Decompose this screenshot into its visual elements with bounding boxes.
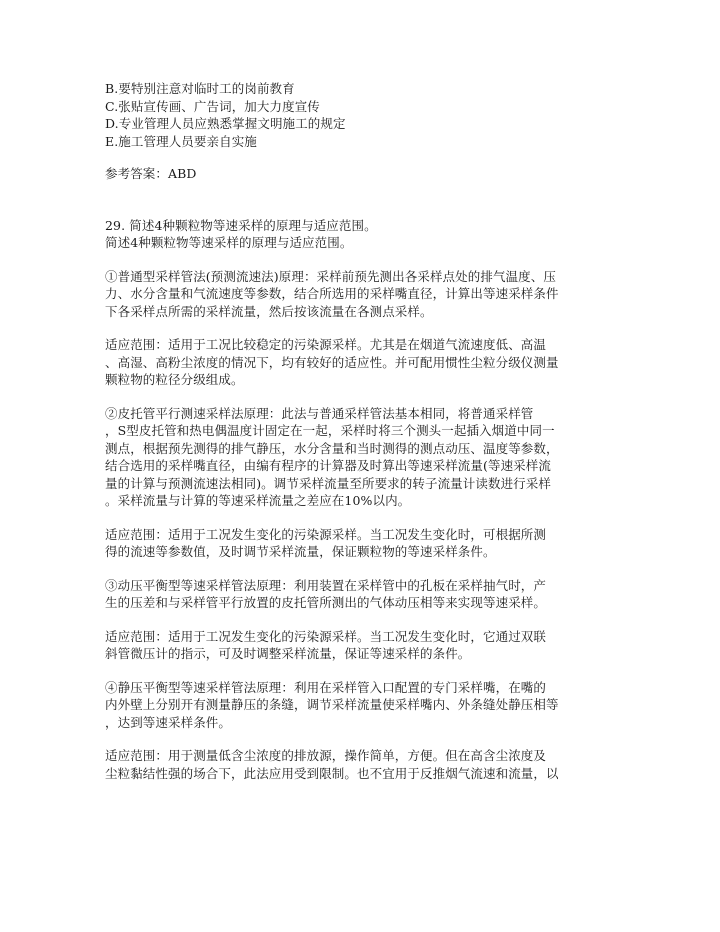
document-page: [105, 80, 620, 782]
paragraph-line: 、高湿、高粉尘浓度的情况下，均有较好的适应性。并可配用惯性尘粒分级仪测量: [105, 354, 559, 370]
question-29: [105, 217, 620, 252]
paragraph-line: 测点，根据预先测得的排气静压，水分含量和当时测得的测点动压、温度等参数，: [105, 440, 559, 456]
paragraph-method-1: [105, 268, 620, 321]
paragraph-line: 适应范围：适用于工况发生变化的污染源采样。当工况发生变化时，可根据所测: [105, 526, 547, 542]
paragraph-line: 适应范围：适用于工况比较稳定的污染源采样。尤其是在烟道气流速度低、高温: [105, 337, 547, 352]
paragraph-line: 颗粒物的粒径分级组成。: [105, 372, 244, 387]
paragraph-scope-2: [105, 526, 620, 561]
paragraph-line: 得的流速等参数值，及时调节采样流量，保证颗粒物的等速采样条件。: [105, 544, 496, 559]
paragraph-line: 量的计算与预测流速法相同)。调节采样流量至所要求的转子流量计读数进行采样: [105, 475, 551, 491]
paragraph-line: 。采样流量与计算的等速采样流量之差应在10%以内。: [105, 493, 411, 508]
paragraph-line: 适应范围：用于测量低含尘浓度的排放源，操作简单，方便。但在高含尘浓度及: [105, 748, 547, 763]
paragraph-line: ，达到等速采样条件。: [105, 714, 232, 730]
option-d: D.专业管理人员应熟悉掌握文明施工的规定: [105, 116, 346, 131]
paragraph-line: 斜管微压计的指示，可及时调整采样流量，保证等速采样的条件。: [105, 646, 471, 661]
paragraph-scope-3: [105, 628, 620, 663]
paragraph-line: 力、水分含量和气流速度等参数，结合所选用的采样嘴直径，计算出等速采样条件: [105, 286, 559, 301]
paragraph-line: ，S型皮托管和热电偶温度计固定在一起，采样时将三个测头一起插入烟道中同一: [105, 423, 555, 438]
paragraph-line: 适应范围：适用于工况发生变化的污染源采样。当工况发生变化时，它通过双联: [105, 628, 547, 644]
paragraph-line: ④静压平衡型等速采样管法原理：利用在采样管入口配置的专门采样嘴，在嘴的: [105, 679, 547, 695]
paragraph-line: 生的压差和与采样管平行放置的皮托管所测出的气体动压相等来实现等速采样。: [105, 595, 547, 610]
question-restated: 简述4种颗粒物等速采样的原理与适应范围。: [105, 235, 353, 250]
paragraph-line: ①普通型采样管法(预测流速法)原理：采样前预先测出各采样点处的排气温度、压: [105, 268, 556, 284]
paragraph-method-4: [105, 679, 620, 732]
paragraph-method-3: [105, 577, 620, 612]
paragraph-method-2: [105, 405, 620, 510]
paragraph-line: ②皮托管平行测速采样法原理：此法与普通采样管法基本相同，将普通采样管: [105, 405, 534, 421]
paragraph-line: 尘粒黏结性强的场合下，此法应用受到限制。也不宜用于反推烟气流速和流量，以: [105, 765, 559, 781]
question-title: 29. 简述4种颗粒物等速采样的原理与适应范围。: [105, 217, 377, 233]
paragraph-scope-4: [105, 747, 620, 782]
paragraph-scope-1: [105, 336, 620, 389]
option-e: E.施工管理人员要亲自实施: [105, 133, 257, 149]
option-c: C.张贴宣传画、广告词，加大力度宣传: [105, 98, 320, 114]
paragraph-line: ③动压平衡型等速采样管法原理：利用装置在采样管中的孔板在采样抽气时，产: [105, 577, 547, 593]
paragraph-line: 下各采样点所需的采样流量，然后按该流量在各测点采样。: [105, 303, 433, 319]
option-b: B.要特别注意对临时工的岗前教育: [105, 81, 295, 96]
reference-answer: 参考答案：ABD: [105, 166, 197, 181]
answer-options: [105, 80, 620, 150]
paragraph-line: 结合选用的采样嘴直径，由编有程序的计算器及时算出等速采样流量(等速采样流: [105, 458, 551, 473]
paragraph-line: 内外壁上分别开有测量静压的条缝，调节采样流量使采样嘴内、外条缝处静压相等: [105, 697, 559, 712]
